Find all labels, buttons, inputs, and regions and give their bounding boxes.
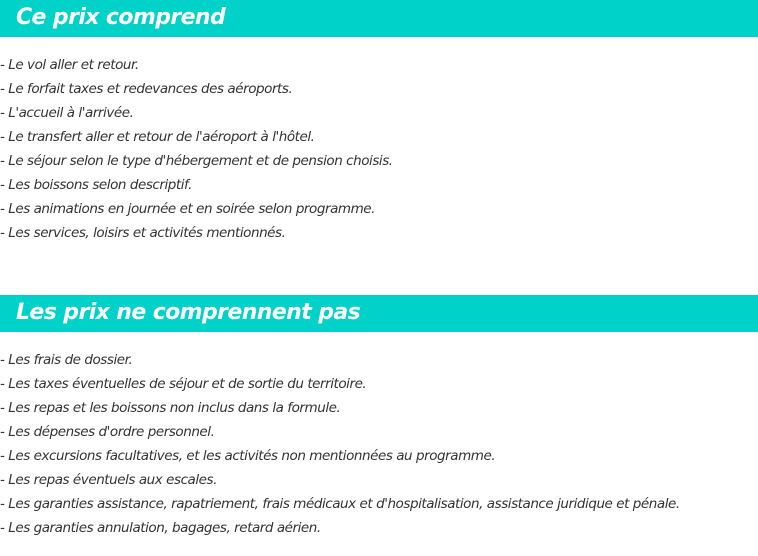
excluded-section-title: Les prix ne comprennent pas xyxy=(16,300,361,325)
included-list xyxy=(0,53,393,245)
list-item: - Le séjour selon le type d'hébergement et de pension choisis. xyxy=(0,153,393,169)
list-item: - Les excursions facultatives, et les activités non mentionnées au programme. xyxy=(0,448,496,464)
list-item: - L'accueil à l'arrivée. xyxy=(0,105,134,121)
list-item: - Les dépenses d'ordre personnel. xyxy=(0,424,215,440)
list-item: - Les taxes éventuelles de séjour et de sortie du territoire. xyxy=(0,376,367,392)
excluded-list xyxy=(0,348,680,540)
list-item: - Les boissons selon descriptif. xyxy=(0,177,192,193)
list-item: - Les garanties annulation, bagages, retard aérien. xyxy=(0,520,321,536)
excluded-section-header xyxy=(0,295,758,332)
list-item: - Le forfait taxes et redevances des aéroports. xyxy=(0,81,293,97)
list-item: - Les frais de dossier. xyxy=(0,352,133,368)
list-item: - Les repas et les boissons non inclus dans la formule. xyxy=(0,400,341,416)
list-item: - Le transfert aller et retour de l'aéroport à l'hôtel. xyxy=(0,129,315,145)
list-item: - Les repas éventuels aux escales. xyxy=(0,472,217,488)
list-item: - Le vol aller et retour. xyxy=(0,57,139,73)
list-item: - Les services, loisirs et activités mentionnés. xyxy=(0,225,286,241)
included-section-title: Ce prix comprend xyxy=(16,5,226,30)
list-item: - Les garanties assistance, rapatriement, frais médicaux et d'hospitalisation, assistance juridique et pénale. xyxy=(0,496,680,512)
list-item: - Les animations en journée et en soirée selon programme. xyxy=(0,201,375,217)
included-section-header xyxy=(0,0,758,37)
